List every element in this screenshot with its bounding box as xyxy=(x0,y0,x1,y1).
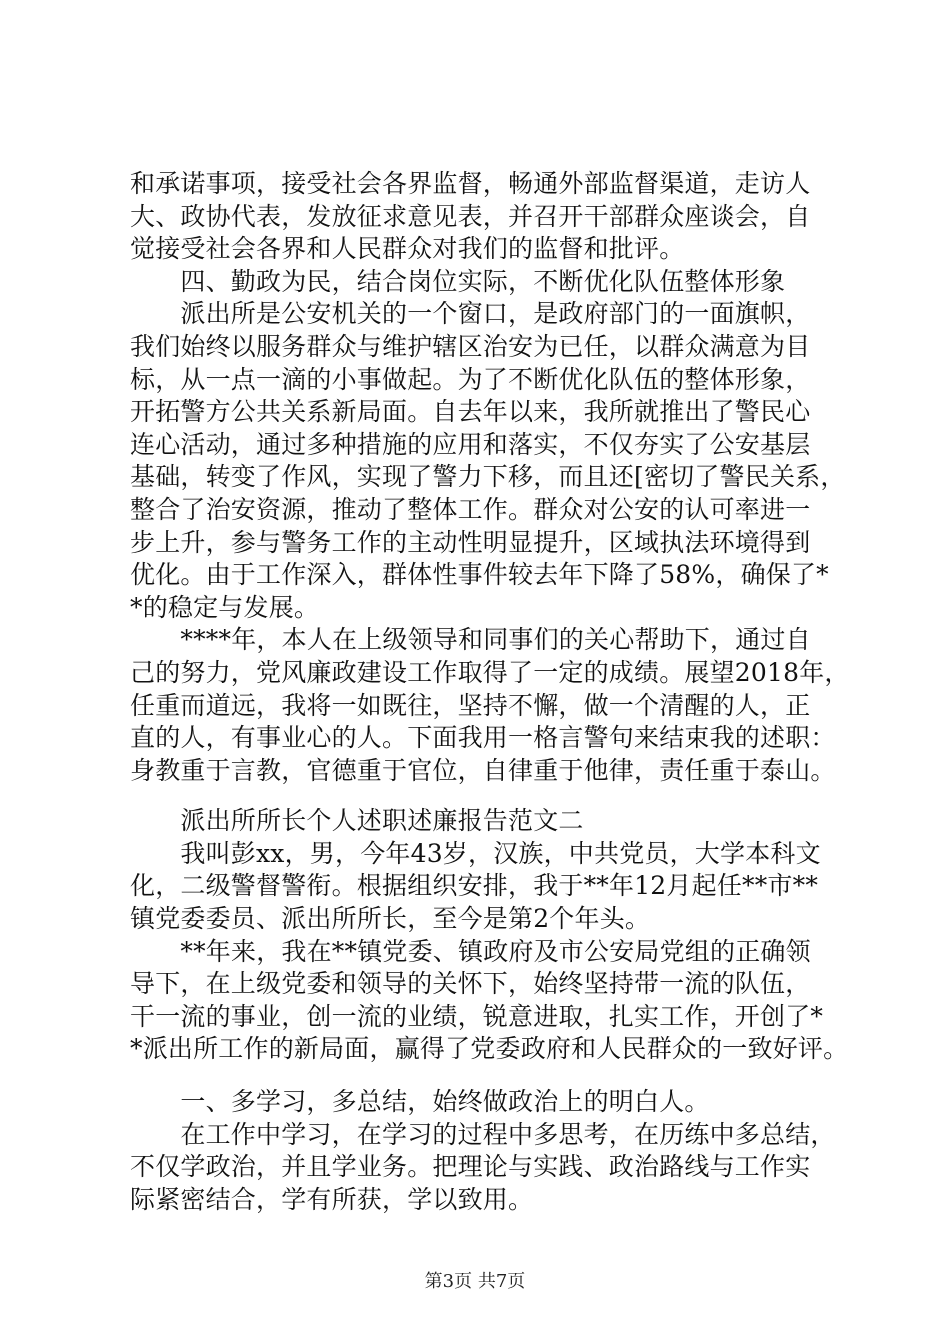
text-line: 任重而道远，我将一如既往，坚持不懈，做一个清醒的人，正 xyxy=(130,690,811,720)
text-line: 大、政协代表，发放征求意见表，并召开干部群众座谈会，自 xyxy=(130,201,811,231)
text-line: 际紧密结合，学有所获，学以致用。 xyxy=(130,1184,534,1214)
text-line: 直的人，有事业心的人。下面我用一格言警句来结束我的述职： xyxy=(130,723,836,753)
text-line: 派出所是公安机关的一个窗口，是政府部门的一面旗帜， xyxy=(130,299,811,329)
text-line: *的稳定与发展。 xyxy=(130,592,320,622)
section-title: 派出所所长个人述职述廉报告范文二 xyxy=(130,806,584,836)
section-heading-1: 一、多学习，多总结，始终做政治上的明白人。 xyxy=(130,1087,710,1117)
text-line: 整合了治安资源，推动了整体工作。群众对公安的认可率进一 xyxy=(130,494,811,524)
text-line: 己的努力，党风廉政建设工作取得了一定的成绩。展望2018年， xyxy=(130,657,850,687)
document-body xyxy=(130,168,850,1216)
text-line: 和承诺事项，接受社会各界监督，畅通外部监督渠道，走访人 xyxy=(130,169,811,198)
text-line: 身教重于言教，官德重于官位，自律重于他律，责任重于泰山。 xyxy=(130,755,836,785)
text-line: 基础，转变了作风，实现了警力下移，而且还[密切了警民关系， xyxy=(130,462,846,492)
paragraph-gap xyxy=(130,787,850,805)
text-line: 导下，在上级党委和领导的关怀下，始终坚持带一流的队伍， xyxy=(130,969,811,999)
text-line: *派出所工作的新局面，赢得了党委政府和人民群众的一致好评。 xyxy=(130,1034,849,1064)
text-line: 开拓警方公共关系新局面。自去年以来，我所就推出了警民心 xyxy=(130,397,811,427)
text-line: 优化。由于工作深入，群体性事件较去年下降了58%，确保了* xyxy=(130,560,829,590)
text-line: 在工作中学习，在学习的过程中多思考，在历练中多总结， xyxy=(130,1119,836,1149)
text-line: 连心活动，通过多种措施的应用和落实，不仅夯实了公安基层 xyxy=(130,429,811,459)
text-line: 镇党委委员、派出所所长，至今是第2个年头。 xyxy=(130,904,651,934)
text-line: 标，从一点一滴的小事做起。为了不断优化队伍的整体形象， xyxy=(130,364,811,394)
text-line: 我叫彭xx，男，今年43岁，汉族，中共党员，大学本科文 xyxy=(130,838,821,868)
text-line: 步上升，参与警务工作的主动性明显提升，区域执法环境得到 xyxy=(130,527,811,557)
page-footer xyxy=(0,1271,950,1293)
text-line: **年来，我在**镇党委、镇政府及市公安局党组的正确领 xyxy=(130,936,811,966)
text-line: 不仅学政治，并且学业务。把理论与实践、政治路线与工作实 xyxy=(130,1152,811,1182)
text-line: 化，二级警督警衔。根据组织安排，我于**年12月起任**市** xyxy=(130,871,819,901)
text-line: 我们始终以服务群众与维护辖区治安为已任，以群众满意为目 xyxy=(130,331,811,361)
text-line: 干一流的事业，创一流的业绩，锐意进取，扎实工作，开创了* xyxy=(130,1001,824,1031)
page-number: 第3页 共7页 xyxy=(424,1271,526,1292)
section-heading-4: 四、勤政为民，结合岗位实际，不断优化队伍整体形象 xyxy=(130,266,786,296)
text-line: 觉接受社会各界和人民群众对我们的监督和批评。 xyxy=(130,234,685,264)
text-line: ****年，本人在上级领导和同事们的关心帮助下，通过自 xyxy=(130,625,811,655)
paragraph-gap xyxy=(130,1066,850,1086)
